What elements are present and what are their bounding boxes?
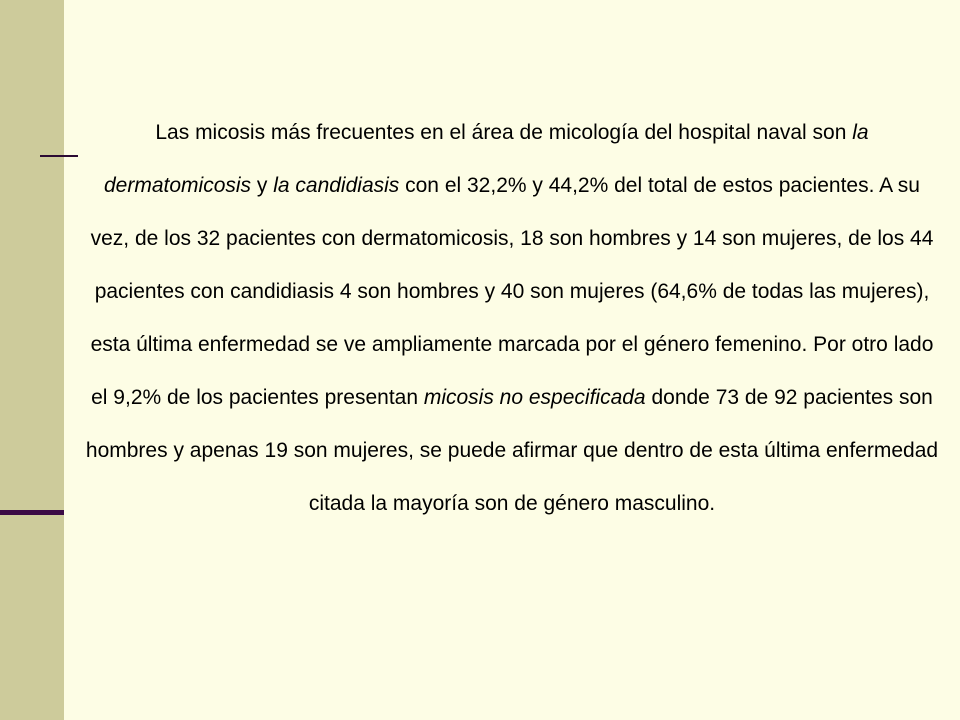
term-dermatomicosis: la dermatomicosis [104, 121, 869, 197]
term-candidiasis: la candidiasis [273, 174, 400, 197]
accent-line-bottom [0, 510, 64, 515]
left-side-bar [0, 0, 64, 720]
slide-paragraph [84, 106, 940, 530]
paragraph-text-2: y [251, 174, 274, 197]
term-micosis-no-especificada: micosis no especificada [423, 386, 646, 409]
paragraph-text-3: con el 32,2% y 44,2% del total de estos pacientes. A su vez, de los 32 pacientes con dermatomicosis, 18 son hombres y 14 son mujeres, de los 44 pacientes con candidiasis 4 son hombres y 40 son mujeres (64,6% de todas las mujeres), esta última enfermedad se ve ampliamente marcada por el género femenino. Por otro lado el 9,2% de los pacientes presentan [90, 174, 934, 409]
paragraph-text-4: donde 73 de 92 pacientes son hombres y apenas 19 son mujeres, se puede afirmar que dentro de esta última enfermedad citada la mayoría son de género masculino. [85, 386, 939, 515]
paragraph-text-1: Las micosis más frecuentes en el área de micología del hospital naval son [155, 121, 853, 144]
accent-line-top [40, 155, 78, 157]
